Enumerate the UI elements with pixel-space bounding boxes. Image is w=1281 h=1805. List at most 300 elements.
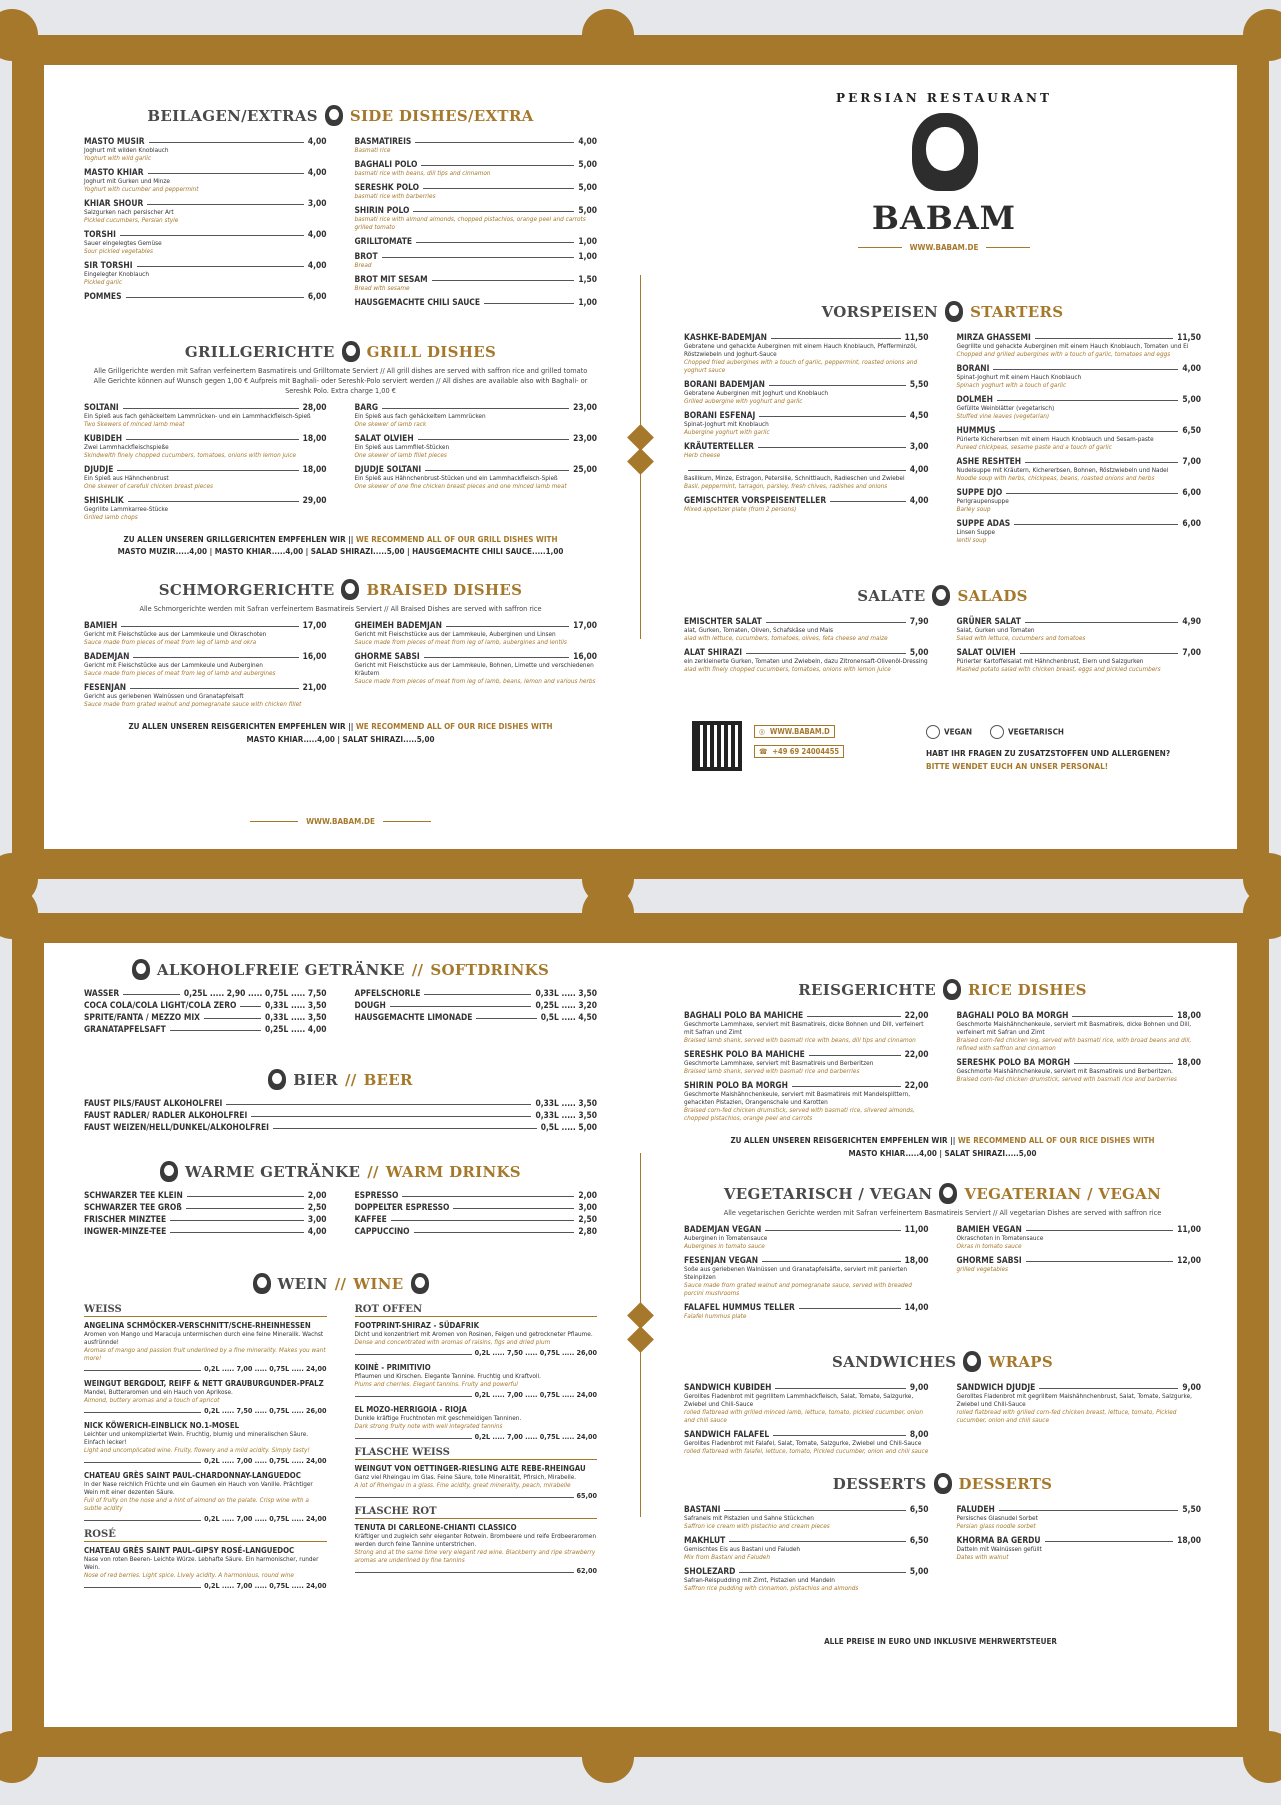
menu-item-name: HUMMUS [956,425,996,435]
menu-item-translation: One skewer of one fine chicken breast pieces and one minced lamb meat [354,481,567,490]
wine-item [84,1471,327,1523]
menu-item-translation: Chopped and grilled aubergines with a touch of garlic, tomatoes and eggs [956,350,1171,358]
menu-item-description: Gericht mit Fleischstücke aus der Lammkeule und Okraschoten [84,629,267,638]
menu-page-2 [12,913,1269,1757]
leader-line [729,1541,906,1542]
menu-item-price: 11,00 [904,1223,929,1234]
drink-price: 4,00 [307,1226,327,1236]
wine-description: In der Nase reichlich Früchte und ein Gaumen ein Hauch von Vanille. Prächtiger Wein mit einer dezenten Säure. [84,1480,313,1496]
wine-translation: Dark strong fruity note with well integrated tannins [354,1422,503,1430]
leader-line [402,1196,574,1197]
menu-item-price: 5,00 [578,205,597,215]
braised-recommendation: ZU ALLEN UNSEREN REISGERICHTEN EMPFEHLEN WIR || WE RECOMMEND ALL OF OUR RICE DISHES WITH MASTO KHIAR.....4,00 | SALAT SHIRAZI.....5,00 [128,721,553,744]
menu-item-translation: Grilled aubergine with yoghurt and garlic [684,397,803,405]
wine-price-values: 0,2L ..... 7,50 ..... 0,75L ..... 26,00 [204,1406,327,1415]
menu-item-price: 5,00 [578,182,597,192]
center-divider [640,1153,641,1517]
menu-item-row [355,159,598,169]
menu-item-name: SERESHK POLO BA MORGH [956,1057,1071,1067]
drink-name: SPRITE/FANTA / MEZZO MIX [84,1012,200,1022]
menu-item-translation: rolled flatbread with grilled minced lamb, lettuce, tomato, pickled cucumber, onion and chili sauce [684,1408,924,1424]
menu-item-row [684,379,929,389]
menu-item-name: KUBIDEH [84,432,123,443]
menu-item-translation: Herb cheese [684,451,721,459]
drink-price: 0,33L ..... 3,50 [535,1098,597,1108]
menu-item-translation: alad with finely chopped cucumbers, tomatoes, onions with lemon juice [684,665,891,673]
menu-item-translation: Sauce made from pieces of meat from leg of lamb, aubergines and lentils [354,637,567,646]
section-title-en: SALADS [957,586,1028,605]
menu-item-description: Ein Spieß aus fach gehäckeltem Lammrücken [354,411,486,420]
leader-line [84,1520,201,1521]
menu-item [84,464,327,490]
menu-item-translation: Saffron rice pudding with cinnamon, pistachios and almonds [684,1584,859,1592]
qr-code-icon[interactable] [692,721,742,771]
menu-item-name: BAGHALI POLO BA MORGH [956,1010,1069,1020]
diet-legend: VEGAN VEGETARISCH [926,725,1064,739]
menu-item [84,291,327,301]
menu-item-row [957,1255,1202,1265]
menu-item-translation: Dates with walnut [956,1553,1009,1561]
menu-item-description: Spinat-Joghurt mit Knoblauch [684,420,769,428]
menu-item-price: 16,00 [302,650,327,661]
wine-name: CHATEAU GRÈS SAINT PAUL-GIPSY ROSÉ-LANGUEDOC [84,1546,295,1555]
menu-item-name: SHIRIN POLO [354,205,410,215]
contact-phone[interactable]: ☎ +49 69 24004455 [754,745,844,758]
drink-price: 3,00 [578,1202,597,1212]
leader-line [453,1208,574,1209]
menu-item-price: 3,00 [307,198,327,208]
menu-item-description: Salat, Gurken und Tomaten [956,626,1035,634]
menu-item-name: BAGHALI POLO BA MAHICHE [684,1010,804,1020]
menu-item-name: BADEMJAN VEGAN [684,1223,762,1234]
drink-row [84,1122,597,1132]
leader-line [771,338,901,339]
leader-line [273,1128,537,1129]
menu-item-row [355,251,598,261]
drink-price: 0,33L ..... 3,50 [264,1000,327,1010]
wine-name: EL MOZO-HERRIGOIA - RIOJA [354,1405,467,1414]
page-2-left [44,943,637,1727]
starters-section [644,301,1237,549]
drink-price: 2,50 [578,1214,597,1224]
vegetarian-icon [990,725,1004,739]
menu-item-price: 7,90 [909,616,929,626]
section-title-de: SCHMORGERICHTE [158,580,335,599]
menu-item-description: Joghurt mit Gurken und Minze [84,177,170,185]
menu-item-row [84,402,327,412]
leader-line [147,204,304,205]
menu-item [684,495,929,513]
leader-line [170,1220,304,1221]
menu-item-translation: Pickled garlic [84,278,123,286]
drink-row [84,1214,327,1224]
softdrinks-section: ALKOHOLFREIE GETRÄNKE // SOFTDRINKS WASSER 0,25L ..... 2,90 ..... 0,75L ..... 7,50 COCA COLA/COLA LIGHT/COLA ZERO 0,33L ..... 3,50 SPRITE/FANTA / MEZZO MIX 0,33L ..... 3,50 GRANATAPFELSAFT 0,25L ..... 4,00 APFELSCHORLE 0,33L ..... 3,50 DOUGH 0,25L ..... 3,20 HAUSGEMACHTE LIMONADE 0,5L ..... 4,50 [84,960,597,1034]
drink-name: FAUST RADLER/ RADLER ALKOHOLFREI [84,1110,248,1120]
drink-price: 0,25L ..... 3,20 [535,1000,597,1010]
menu-item-description: Persisches Glasnudel Sorbet [956,1514,1038,1522]
menu-item-name: TORSHI [84,229,116,239]
wine-prices [84,1456,327,1465]
chef-face-icon [934,1473,952,1494]
menu-item [957,425,1202,451]
menu-item-description: Gemischtes Eis aus Bastani und Faludeh [684,1545,801,1553]
logo-name: BABAM [871,199,1017,237]
menu-item [355,251,598,269]
menu-item-name: SHOLEZARD [684,1566,736,1576]
drink-row [84,1202,327,1212]
wine-description: Ganz viel Rheingau im Glas. Feine Säure, tolle Mineralität, Pfirsich, Mirabelle. [354,1473,577,1481]
leader-line [355,1438,472,1439]
menu-item-row [84,495,327,505]
leader-line [84,1587,201,1588]
braised-note: Alle Schmorgerichte werden mit Safran verfeinertem Basmatireis Serviert // All Braised Dishes are served with saffron rice [139,604,542,613]
menu-item [684,1224,929,1250]
menu-item-row [84,260,327,270]
leader-line [762,1261,901,1262]
drink-price: 0,33L ..... 3,50 [535,988,597,998]
menu-item-row [84,464,327,474]
wine-translation: Light and uncomplicated wine. Fruity, flowery and a mild acidity. Simply tasty! [84,1446,310,1454]
menu-item-name: GHEIMEH BADEMJAN [354,619,442,630]
menu-item-row [957,425,1202,435]
menu-item-price: 16,00 [573,650,597,661]
leader-line [425,470,569,471]
drink-row [355,988,598,998]
menu-item-name: ALAT SHIRAZI [684,647,743,657]
menu-item-translation: Bread with sesame [354,284,410,292]
website-link[interactable]: WWW.BABAM.DE [306,817,375,826]
leader-line [123,408,299,409]
menu-item-row [957,1010,1202,1020]
drink-row [355,1202,598,1212]
menu-item-description: Zwei Lammhackfleischspieße [84,442,169,451]
menu-item-name: GHORME SABSI [956,1254,1022,1265]
menu-item-name: HAUSGEMACHTE CHILI SAUCE [354,297,480,307]
leader-line [126,297,304,298]
chef-face-icon [939,1183,957,1204]
section-title-de: SALATE [857,586,926,605]
drink-name: FAUST PILS/FAUST ALKOHOLFREI [84,1098,223,1108]
menu-item-name: SOLTANI [84,401,119,412]
menu-item-description: Salzgurken nach persischer Art [84,208,174,216]
menu-item-name: POMMES [84,291,122,301]
menu-item-translation: Spinach yoghurt with a touch of garlic [956,381,1067,389]
leader-line [993,369,1178,370]
menu-item-description: Nudelsuppe mit Kräutern, Kichererbsen, Bohnen, Röstzwiebeln und Nadel [956,466,1169,474]
menu-item-row [957,1057,1202,1067]
menu-item-translation: basmati rice with beans, dill tips and cinnamon [354,169,491,177]
wine-price-values: 0,2L ..... 7,00 ..... 0,75L ..... 24,00 [204,1514,327,1523]
menu-item-row [84,291,327,301]
menu-item-name: DJUDJE SOLTANI [354,463,422,474]
leader-line [126,439,299,440]
menu-item-row [684,1535,929,1545]
menu-item-description: Pürierter Kartoffelsalat mit Hähnchenbrust, Eiern und Salzgurken [956,657,1144,665]
leader-line [415,142,574,143]
menu-item-description: Gericht aus geriebenen Walnüssen und Granatapfelsaft [84,691,244,700]
wine-prices [355,1432,598,1441]
menu-item-price: 4,50 [909,410,929,420]
menu-item-price: 21,00 [302,681,327,692]
wine-price-values: 0,2L ..... 7,50 ..... 0,75L ..... 26,00 [474,1348,597,1357]
menu-item-translation: Pureed chickpeas, sesame paste and a touch of garlic [956,443,1112,451]
menu-item [84,402,327,428]
menu-item-price: 18,00 [1177,1010,1201,1020]
menu-item-price: 23,00 [573,432,597,443]
leader-line [1045,1541,1174,1542]
menu-item-description: alat, Gurken, Tomaten, Oliven, Schafskäse und Mais [684,626,833,634]
menu-item-translation: Okras in tomato sauce [956,1241,1022,1250]
menu-item [84,229,327,255]
menu-item-row [684,1504,929,1514]
menu-item-name: BORANI BADEMJAN [684,379,765,389]
drink-price: 3,00 [307,1214,327,1224]
leader-line [84,1462,201,1463]
wine-bottle-white-heading: FLASCHE WEISS [355,1447,598,1460]
menu-item-price: 6,50 [909,1504,929,1514]
menu-item-row [355,136,598,146]
menu-item [684,1429,929,1455]
menu-item [84,167,327,193]
wine-item [355,1405,598,1441]
menu-item-name: BASMATIREIS [354,136,412,146]
wine-name: TENUTA DI CARLEONE-CHIANTI CLASSICO [354,1523,517,1532]
menu-item-translation: Mixed appetizer plate (from 2 persons) [684,505,797,513]
page-2-right [644,943,1237,1727]
leader-line [148,173,304,174]
menu-item-description: Safraneis mit Pistazien und Sahne Stückchen [684,1514,814,1522]
menu-item-description: Auberginen in Tomatensauce [684,1233,768,1242]
drink-name: FAUST WEIZEN/HELL/DUNKEL/ALKOHOLFREI [84,1122,269,1132]
drink-row [84,1098,597,1108]
chef-face-icon [945,301,963,322]
drink-row [84,1012,327,1022]
drink-row [355,1214,598,1224]
wine-price-values: 0,2L ..... 7,00 ..... 0,75L ..... 24,00 [474,1390,597,1399]
menu-item [355,205,598,231]
leader-line [413,211,574,212]
leader-line [1006,493,1178,494]
rice-recommendation: ZU ALLEN UNSEREN REISGERICHTEN EMPFEHLEN WIR || WE RECOMMEND ALL OF OUR RICE DISHES WITH MASTO KHIAR.....4,00 | SALAT SHIRAZI.....5,00 [730,1136,1155,1158]
wine-bottle-red-heading: FLASCHE ROT [355,1506,598,1519]
page-1-right [644,65,1237,849]
leader-line [355,1396,472,1397]
menu-item-row [84,433,327,443]
website-footer [44,817,637,826]
menu-item-name: BAGHALI POLO [354,159,418,169]
menu-item-price: 6,00 [307,291,327,301]
wine-prices [84,1581,327,1590]
wine-name: KOINÈ - PRIMITIVIO [354,1363,431,1372]
page-2-sheet [44,943,1237,1727]
leader-line [355,1497,574,1498]
menu-item-translation: basmati rice with barberries [354,192,436,200]
menu-item-name: SUPPE DJO [956,487,1003,497]
leader-line [149,142,304,143]
menu-item-price: 7,00 [1182,456,1201,466]
menu-item-description: ein zerkleinerte Gurken, Tomaten und Zwiebeln, dazu Zitronensaft-Olivenöl-Dressing [684,657,928,665]
menu-item [957,394,1202,420]
menu-item-price: 4,90 [1182,616,1201,626]
menu-item-translation: Basmati rice [354,146,391,154]
menu-item-price: 14,00 [904,1301,929,1312]
menu-item-price: 1,00 [578,297,597,307]
menu-item-description: Gerolltes Fladenbrot mit gegrilltem Maishähnchenbrust, Salat, Tomate, Salzgurke, Zwiebel und Chili-Sauce [956,1392,1192,1408]
menu-item [684,332,929,374]
contact-website[interactable]: ◎ WWW.BABAM.D [754,725,835,738]
menu-item [355,402,598,428]
chef-face-icon [160,1161,178,1182]
menu-item-price: 11,00 [1177,1223,1201,1234]
chef-face-icon [253,1273,271,1294]
menu-item-price: 25,00 [573,463,597,474]
menu-item-row [84,682,327,692]
menu-item-row [957,332,1202,342]
menu-item-row [355,464,598,474]
allergy-note: HABT IHR FRAGEN ZU ZUSATZSTOFFEN UND ALLERGENEN? BITTE WENDET EUCH AN UNSER PERSONAL! [926,748,1171,772]
leader-line [484,303,574,304]
wine-item [84,1379,327,1415]
wine-white-heading: WEISS [84,1304,327,1317]
menu-item-name: EMISCHTER SALAT [684,616,762,626]
menu-item-row [684,441,929,451]
menu-item-row [684,1566,929,1576]
menu-item-row [355,433,598,443]
leader-line [117,470,298,471]
wine-price-values: 62,00 [576,1566,597,1575]
menu-item-translation: Braised lamb shank, served with basmati rice and barberries [684,1067,860,1075]
menu-item-translation: Saffron ice cream with pistachio and cream pieces [684,1522,830,1530]
wine-section: WEIN // WINE WEISS ANGELINA SCHMÖCKER-VERSCHNITT/SCHE-RHEINHESSEN Aromen von Mango und Maracuja untermischen durch eine feine Mineralik. Wachst ausfrünnde! Aromas of mango and passion fruit underlined by a fine minerality. Makes you want more! 0,2L ..... 7,00 ..... 0,75L ..... 24,00 WEINGUT BERGDOLT, REIFF & NETT GRAUBURGUNDER-PFALZ Mandel, Butteraromen und ein Hauch von Aprikose. Almond, buttery aromas and a touch of apricot 0,2L ..... 7,50 ..... 0,75L ..... 26,00 NICK KÖWERICH-EINBLICK NO.1-MOSEL Leichter und unkompliziertet Wein. Fruchtig, blumig und mineralischen Säure. Einfach lecker! Light and uncomplicated wine. Fruity, flowery and a mild acidity. Simply tasty! 0,2L ..... 7,00 ..... 0,75L ..... 24,00 CHATEAU GRÈS SAINT PAUL-CHARDONNAY-LANGUEDOC In der Nase reichlich Früchte und ein Gaumen ein Hauch von Vanille. Prächtiger Wein mit einer dezenten Säure. Full of fruity on the nose and a hint of almond on the palate. Crisp wine with a subtle acidity 0,2L ..... 7,00 ..... 0,75L ..... 24,00 ROSÉ CHATEAU GRÈS SAINT PAUL-GIPSY ROSÉ-LANGUEDOC Nase von roten Beeren- Leichte Würze. Lebhafte Säure. Ein harmonischer, runder Wein. Nose of red berries. Light spice. Lively acidity. A harmonious, round wine 0,2L ..... 7,00 ..... 0,75L ..... 24,00 ROT OFFEN FOOTPRINT-SHIRAZ - SÜDAFRIK Dicht und konzentriert mit Aromen von Rosinen, Feigen und getrockneter Pflaume. Dense and concentrated with aromas of raisins, figs and dried plum 0,2L ..... 7,50 ..... 0,75L ..... 26,00 KOINÈ - PRIMITIVIO Pflaumen und Kirschen. Elegante Tannine. Fruchtig und Kraftvoll. Plums and cherries. Elegant tannins. Fruity and powerful 0,2L ..... 7,00 ..... 0,75L ..... 24,00 EL MOZO-HERRIGOIA - RIOJA Dunkle kräftige Fruchtnoten mit geschmeidigen Tanninen. Dark strong fruity note with well integrated tannins 0,2L ..... 7,00 ..... 0,75L ..... 24,00 FLASCHE WEISS WEINGUT VON OETTINGER-RIESLING ALTE REBE-RHEINGAU Ganz viel Rheingau im Glas. Feine Säure, tolle Mineralität, Pfirsich, Mirabelle. A lot of Rheingau in a glass. Fine acidity, great minerality, peach, mirabelle 65,00 FLASCHE ROT TENUTA DI CARLEONE-CHIANTI CLASSICO Kräftiger und zugleich sehr eleganter Rotwein. Brombeere und reife Erdbeeraromen werden durch feine Tannine unterstrichen. Strong and at the same time very elegant red wine. Blackberry and ripe strawberry aromas are underlined by fine tannins 62,00 [84,1274,597,1590]
grill-dishes-section [44,341,637,559]
menu-item-name: SERESHK POLO BA MAHICHE [684,1049,805,1059]
leader-line [1020,653,1179,654]
menu-item-translation: Aubergine yoghurt with garlic [684,428,770,436]
menu-item [684,647,929,673]
leader-line [424,994,531,995]
menu-item-name: SANDWICH DJUDJE [956,1382,1036,1392]
menu-item-name: KASHKE-BADEMJAN [684,332,767,342]
menu-item-description: Geschmorte Maishähnchenkeule, serviert mit Basmatireis, dicke Bohnen und Dill, verfeinert mit Safran und Zimt [956,1020,1192,1036]
logo-url[interactable]: WWW.BABAM.DE [909,243,979,252]
drink-name: CAPPUCCINO [354,1226,410,1236]
center-divider [640,275,641,639]
menu-item-name: SALAT OLVIEH [354,432,414,443]
menu-item-name: SUPPE ADAS [956,518,1011,528]
chef-face-icon [268,1069,286,1090]
leader-line [1035,338,1173,339]
menu-item-name: KRÄUTERTELLER [684,441,754,451]
menu-item-price: 1,50 [578,274,597,284]
menu-item-price: 5,50 [909,379,929,389]
leader-line [739,1572,905,1573]
chef-face-icon [963,1351,981,1372]
leader-line [830,501,906,502]
wine-description: Nase von roten Beeren- Leichte Würze. Lebhafte Säure. Ein harmonischer, runder Wein. [84,1555,319,1571]
menu-item-row [957,647,1202,657]
menu-item-description: Okraschoten in Tomatensauce [956,1233,1044,1242]
menu-item-row [684,495,929,505]
wine-rose-heading: ROSÉ [84,1529,327,1542]
menu-item [84,682,327,708]
leader-line [1072,1016,1173,1017]
menu-item [684,1535,929,1561]
menu-item [355,297,598,307]
leader-line [769,385,906,386]
menu-item-price: 18,00 [1177,1057,1201,1067]
menu-item-description: Gericht mit Fleischstücke aus der Lammkeule, Bohnen, Limette und verschiedenen Kräutern [354,660,594,677]
braised-dishes-section [44,579,637,746]
wine-description: Kräftiger und zugleich sehr eleganter Rotwein. Brombeere und reife Erdbeeraromen werden durch feine Tannine unterstrichen. [354,1532,596,1548]
menu-item-name: KHORMA BA GERDU [956,1535,1041,1545]
menu-item [84,620,327,646]
menu-item-row [684,1255,929,1265]
leader-line [170,1232,304,1233]
leader-line [226,1104,531,1105]
wine-name: WEINGUT VON OETTINGER-RIESLING ALTE REBE-RHEINGAU [354,1464,586,1473]
menu-item-description: Linsen Suppe [956,528,996,536]
menu-item-row [355,274,598,284]
menu-item [957,518,1202,544]
warm-drinks-section: WARME GETRÄNKE // WARM DRINKS SCHWARZER TEE KLEIN 2,00 SCHWARZER TEE GROß 2,50 FRISCHER MINZTEE 3,00 INGWER-MINZE-TEE 4,00 ESPRESSO 2,00 DOPPELTER ESPRESSO 3,00 KAFFEE 2,50 CAPPUCCINO 2,80 [84,1162,597,1236]
phone-icon: ☎ [759,747,768,756]
menu-item [957,1010,1202,1052]
menu-item-name: SIR TORSHI [84,260,133,270]
wine-description: Dicht und konzentriert mit Aromen von Rosinen, Feigen und getrockneter Pflaume. [354,1330,593,1338]
menu-item-description: Gericht mit Fleischstücke aus der Lammkeule und Auberginen [84,660,263,669]
menu-item [957,647,1202,673]
menu-item [684,1010,929,1044]
leader-line [997,400,1178,401]
menu-item [957,1382,1202,1424]
menu-item-translation: Sour pickled vegetables [84,247,154,255]
grill-note-1: Alle Grillgerichte werden mit Safran verfeinertem Basmatireis und Grilltomate Serviert // All grill dishes are served with saffron rice and grilled tomato [93,366,588,375]
wine-item [84,1421,327,1465]
menu-item-price: 3,00 [909,441,929,451]
menu-item-translation: Basil, peppermint, tarragon, parsley, fresh chives, radishes and onions [684,482,888,490]
menu-item-price: 8,00 [909,1429,929,1439]
menu-item-name: FESENJAN [84,681,127,692]
menu-item-translation: Barley soup [956,505,991,513]
menu-item-name: FALUDEH [956,1504,995,1514]
menu-item-price: 5,50 [1182,1504,1201,1514]
leader-line [999,431,1178,432]
menu-item-price: 5,00 [1182,394,1201,404]
drink-name: ESPRESSO [354,1190,399,1200]
menu-item [684,1382,929,1424]
menu-item-translation: Yoghurt with wild garlic [84,154,151,162]
menu-item-name: BASTANI [684,1504,721,1514]
menu-item-price: 1,00 [578,236,597,246]
chef-face-icon [342,341,360,362]
menu-item [957,1535,1202,1561]
menu-item-row [957,1504,1202,1514]
menu-item-price: 4,00 [307,167,327,177]
menu-item-name: SHISHLIK [84,494,124,505]
wine-description: Dunkle kräftige Fruchtnoten mit geschmeidigen Tanninen. [354,1414,522,1422]
menu-item [684,1504,929,1530]
menu-item-row [84,136,327,146]
menu-item-row [355,620,598,630]
salads-section [644,585,1237,678]
menu-item-price: 4,00 [307,136,327,146]
menu-item [684,1049,929,1075]
menu-item-description: Ein Spieß aus Hähnchenbrust [84,473,169,482]
wine-item [355,1363,598,1399]
drink-name: GRANATAPFELSAFT [84,1024,166,1034]
leader-line [251,1116,531,1117]
menu-item-translation: Persian glass noodle sorbet [956,1522,1036,1530]
